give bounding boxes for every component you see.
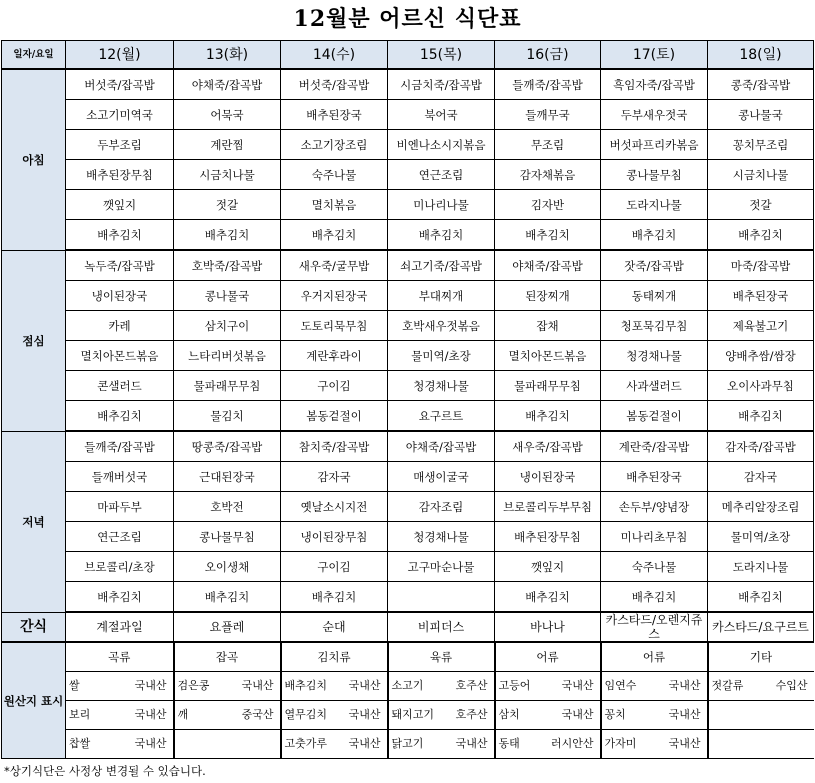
menu-cell: 호박새우젓볶음: [388, 311, 495, 341]
menu-cell: 청경채나물: [601, 341, 708, 371]
menu-cell: 옛날소시지전: [281, 492, 388, 522]
origin-item: 열무김치: [284, 708, 328, 721]
origin-cell: [281, 672, 388, 701]
menu-cell: 야채죽/잡곡밥: [388, 431, 495, 462]
snack-label: 간식: [2, 612, 66, 642]
menu-cell: 메추리알장조림: [708, 492, 814, 522]
menu-cell: 버섯죽/잡곡밥: [66, 69, 174, 100]
menu-cell: 콩나물국: [708, 100, 814, 130]
menu-cell: 냉이된장무침: [281, 522, 388, 552]
menu-cell: 어묵국: [174, 100, 281, 130]
origin-cell: [708, 701, 814, 730]
menu-table: [1, 40, 814, 759]
day-header: 18(일): [708, 41, 814, 70]
origin-cell: [281, 701, 388, 730]
day-header: 14(수): [281, 41, 388, 70]
origin-country: 국내산: [134, 708, 167, 721]
menu-cell: 마죽/잡곡밥: [708, 250, 814, 281]
menu-cell: 꽁치무조림: [708, 130, 814, 160]
origin-cell: [66, 701, 174, 730]
menu-cell: 두부새우젓국: [601, 100, 708, 130]
menu-cell: 시금치죽/잡곡밥: [388, 69, 495, 100]
menu-cell: 잡채: [495, 311, 601, 341]
origin-item: 임연수: [604, 679, 637, 692]
origin-country: 수입산: [775, 679, 808, 692]
snack-cell: 카스타드/요구르트: [708, 612, 814, 642]
origin-country: 국내산: [348, 708, 381, 721]
menu-cell: 양배추쌈/쌈장: [708, 341, 814, 371]
menu-cell: 배추김치: [495, 401, 601, 432]
menu-cell: 브로콜리/초장: [66, 552, 174, 582]
origin-category: 어류: [601, 642, 708, 672]
origin-country: 국내산: [668, 737, 701, 750]
origin-category: 잡곡: [174, 642, 281, 672]
page-title: 12월분 어르신 식단표: [293, 6, 522, 32]
menu-cell: 배추김치: [601, 220, 708, 251]
menu-cell: 브로콜리두부무침: [495, 492, 601, 522]
menu-cell: 사과샐러드: [601, 371, 708, 401]
menu-cell: 배추된장국: [708, 281, 814, 311]
origin-country: 중국산: [241, 708, 274, 721]
menu-cell: 배추김치: [601, 582, 708, 613]
menu-cell: 버섯파프리카볶음: [601, 130, 708, 160]
menu-cell: 새우죽/굴무밥: [281, 250, 388, 281]
origin-category: 기타: [708, 642, 814, 672]
menu-cell: 물김치: [174, 401, 281, 432]
menu-cell: 소고기미역국: [66, 100, 174, 130]
menu-cell: 배추김치: [66, 582, 174, 613]
origin-item: 고춧가루: [284, 737, 328, 750]
origin-cell: [388, 701, 495, 730]
menu-cell: 배추김치: [708, 220, 814, 251]
menu-cell: 두부조림: [66, 130, 174, 160]
menu-cell: 계란찜: [174, 130, 281, 160]
menu-cell: 쇠고기죽/잡곡밥: [388, 250, 495, 281]
menu-cell: 물파래무무침: [495, 371, 601, 401]
origin-item: 소고기: [391, 679, 424, 692]
menu-cell: 배추된장무침: [66, 160, 174, 190]
menu-cell: 젓갈: [174, 190, 281, 220]
menu-cell: 제육불고기: [708, 311, 814, 341]
menu-cell: 비엔나소시지볶음: [388, 130, 495, 160]
origin-country: 국내산: [134, 737, 167, 750]
menu-cell: [388, 582, 495, 613]
origin-item: 깨: [177, 708, 189, 721]
day-header: 12(월): [66, 41, 174, 70]
menu-cell: 동태찌개: [601, 281, 708, 311]
menu-cell: 봄동겉절이: [601, 401, 708, 432]
menu-cell: 연근조림: [388, 160, 495, 190]
meal-label: 저녁: [2, 431, 66, 612]
menu-cell: 마파두부: [66, 492, 174, 522]
menu-cell: 들깨죽/잡곡밥: [495, 69, 601, 100]
origin-country: 국내산: [668, 679, 701, 692]
origin-country: 국내산: [561, 708, 594, 721]
menu-cell: 참치죽/잡곡밥: [281, 431, 388, 462]
menu-cell: 배추김치: [281, 582, 388, 613]
menu-cell: 계란죽/잡곡밥: [601, 431, 708, 462]
origin-cell: [174, 730, 281, 759]
menu-cell: 들깨죽/잡곡밥: [66, 431, 174, 462]
menu-cell: 손두부/양념장: [601, 492, 708, 522]
menu-cell: 배추김치: [495, 220, 601, 251]
menu-cell: 냉이된장국: [66, 281, 174, 311]
menu-cell: 멸치볶음: [281, 190, 388, 220]
origin-cell: [66, 730, 174, 759]
origin-cell: [174, 672, 281, 701]
menu-cell: 숙주나물: [281, 160, 388, 190]
menu-cell: 물파래무무침: [174, 371, 281, 401]
origin-country: 러시안산: [550, 737, 594, 750]
menu-cell: 미나리나물: [388, 190, 495, 220]
origin-item: 젓갈류: [711, 679, 744, 692]
origin-item: 꽁치: [604, 708, 626, 721]
snack-cell: 계절과일: [66, 612, 174, 642]
menu-cell: 콩나물무침: [601, 160, 708, 190]
header-corner: 일자/요일: [2, 41, 66, 70]
origin-cell: [66, 672, 174, 701]
origin-item: 검은콩: [177, 679, 210, 692]
menu-cell: 버섯죽/잡곡밥: [281, 69, 388, 100]
menu-cell: 배추김치: [174, 582, 281, 613]
menu-cell: 삼치구이: [174, 311, 281, 341]
origin-cell: [495, 672, 601, 701]
menu-cell: 들깨버섯국: [66, 462, 174, 492]
menu-cell: 도토리묵무침: [281, 311, 388, 341]
origin-item: 찹쌀: [69, 737, 91, 750]
menu-cell: 멸치아몬드볶음: [66, 341, 174, 371]
origin-cell: [388, 730, 495, 759]
menu-cell: 청경채나물: [388, 522, 495, 552]
origin-item: 동태: [498, 737, 520, 750]
menu-cell: 구이김: [281, 552, 388, 582]
origin-item: 삼치: [498, 708, 520, 721]
origin-cell: [281, 730, 388, 759]
menu-cell: 계란후라이: [281, 341, 388, 371]
menu-cell: 새우죽/잡곡밥: [495, 431, 601, 462]
origin-category: 곡류: [66, 642, 174, 672]
snack-cell: 카스타드/오렌지쥬스: [601, 612, 708, 642]
menu-cell: 물미역/초장: [708, 522, 814, 552]
origin-cell: [495, 701, 601, 730]
menu-cell: 냉이된장국: [495, 462, 601, 492]
origin-country: 국내산: [348, 679, 381, 692]
menu-cell: 봄동겉절이: [281, 401, 388, 432]
origin-cell: [601, 701, 708, 730]
origin-item: 쌀: [69, 679, 80, 692]
menu-cell: 카레: [66, 311, 174, 341]
menu-cell: 감자조림: [388, 492, 495, 522]
menu-cell: 구이김: [281, 371, 388, 401]
menu-cell: 땅콩죽/잡곡밥: [174, 431, 281, 462]
menu-cell: 녹두죽/잡곡밥: [66, 250, 174, 281]
origin-item: 돼지고기: [391, 708, 435, 721]
menu-cell: 고구마순나물: [388, 552, 495, 582]
menu-cell: 오이생채: [174, 552, 281, 582]
origin-item: 보리: [69, 708, 91, 721]
menu-cell: 감자국: [281, 462, 388, 492]
snack-cell: 바나나: [495, 612, 601, 642]
day-header: 17(토): [601, 41, 708, 70]
menu-cell: 콩나물무침: [174, 522, 281, 552]
menu-cell: 소고기장조림: [281, 130, 388, 160]
menu-cell: 연근조림: [66, 522, 174, 552]
meal-label: 아침: [2, 69, 66, 250]
menu-cell: 북어국: [388, 100, 495, 130]
origin-cell: [601, 672, 708, 701]
day-header: 13(화): [174, 41, 281, 70]
origin-country: 국내산: [561, 679, 594, 692]
menu-cell: 감자국: [708, 462, 814, 492]
origin-country: 국내산: [455, 737, 488, 750]
menu-cell: 배추된장국: [601, 462, 708, 492]
menu-cell: 숙주나물: [601, 552, 708, 582]
origin-category: 어류: [495, 642, 601, 672]
menu-cell: 청경채나물: [388, 371, 495, 401]
menu-cell: 된장찌개: [495, 281, 601, 311]
menu-cell: 야채죽/잡곡밥: [495, 250, 601, 281]
menu-cell: 배추된장국: [281, 100, 388, 130]
origin-country: 국내산: [668, 708, 701, 721]
menu-cell: 호박죽/잡곡밥: [174, 250, 281, 281]
snack-cell: 요플레: [174, 612, 281, 642]
menu-cell: 요구르트: [388, 401, 495, 432]
menu-cell: 배추김치: [281, 220, 388, 251]
menu-cell: 배추김치: [66, 220, 174, 251]
menu-cell: 배추김치: [66, 401, 174, 432]
menu-cell: 들깨무국: [495, 100, 601, 130]
footnote: *상기식단은 사정상 변경될 수 있습니다.: [4, 764, 206, 778]
menu-cell: 시금치나물: [708, 160, 814, 190]
menu-cell: 잣죽/잡곡밥: [601, 250, 708, 281]
snack-cell: 비피더스: [388, 612, 495, 642]
origin-item: 가자미: [604, 737, 637, 750]
snack-cell: 순대: [281, 612, 388, 642]
origin-country: 국내산: [241, 679, 274, 692]
menu-cell: 배추김치: [708, 401, 814, 432]
day-header: 15(목): [388, 41, 495, 70]
menu-cell: 도라지나물: [601, 190, 708, 220]
day-header: 16(금): [495, 41, 601, 70]
origin-item: 닭고기: [391, 737, 424, 750]
menu-cell: 근대된장국: [174, 462, 281, 492]
origin-category: 김치류: [281, 642, 388, 672]
menu-cell: 도라지나물: [708, 552, 814, 582]
menu-cell: 김자반: [495, 190, 601, 220]
menu-cell: 야채죽/잡곡밥: [174, 69, 281, 100]
origin-category: 육류: [388, 642, 495, 672]
menu-cell: 부대찌개: [388, 281, 495, 311]
menu-cell: 물미역/초장: [388, 341, 495, 371]
menu-cell: 젓갈: [708, 190, 814, 220]
origin-item: 고등어: [498, 679, 531, 692]
origin-cell: [174, 701, 281, 730]
origin-cell: [708, 672, 814, 701]
origin-item: 배추김치: [284, 679, 328, 692]
origin-cell: [495, 730, 601, 759]
menu-cell: 매생이굴국: [388, 462, 495, 492]
menu-cell: 콩죽/잡곡밥: [708, 69, 814, 100]
origin-country: 호주산: [455, 679, 488, 692]
menu-cell: 깻잎지: [495, 552, 601, 582]
origin-country: 국내산: [348, 737, 381, 750]
menu-cell: 무조림: [495, 130, 601, 160]
origin-country: 호주산: [455, 708, 488, 721]
menu-cell: 콩나물국: [174, 281, 281, 311]
meal-label: 점심: [2, 250, 66, 431]
menu-cell: 흑임자죽/잡곡밥: [601, 69, 708, 100]
menu-cell: 배추김치: [388, 220, 495, 251]
menu-cell: 호박전: [174, 492, 281, 522]
origin-cell: [388, 672, 495, 701]
origin-cell: [708, 730, 814, 759]
menu-cell: 배추된장무침: [495, 522, 601, 552]
menu-cell: 멸치아몬드볶음: [495, 341, 601, 371]
menu-cell: 콘샐러드: [66, 371, 174, 401]
menu-cell: 미나리초무침: [601, 522, 708, 552]
origin-cell: [601, 730, 708, 759]
menu-cell: 감자채볶음: [495, 160, 601, 190]
menu-cell: 배추김치: [708, 582, 814, 613]
menu-cell: 배추김치: [495, 582, 601, 613]
menu-cell: 시금치나물: [174, 160, 281, 190]
menu-cell: 느타리버섯볶음: [174, 341, 281, 371]
menu-cell: 배추김치: [174, 220, 281, 251]
origin-label: 원산지 표시: [2, 642, 66, 759]
menu-cell: 오이사과무침: [708, 371, 814, 401]
menu-cell: 감자죽/잡곡밥: [708, 431, 814, 462]
menu-cell: 깻잎지: [66, 190, 174, 220]
menu-cell: 우거지된장국: [281, 281, 388, 311]
origin-country: 국내산: [134, 679, 167, 692]
menu-cell: 청포묵김무침: [601, 311, 708, 341]
